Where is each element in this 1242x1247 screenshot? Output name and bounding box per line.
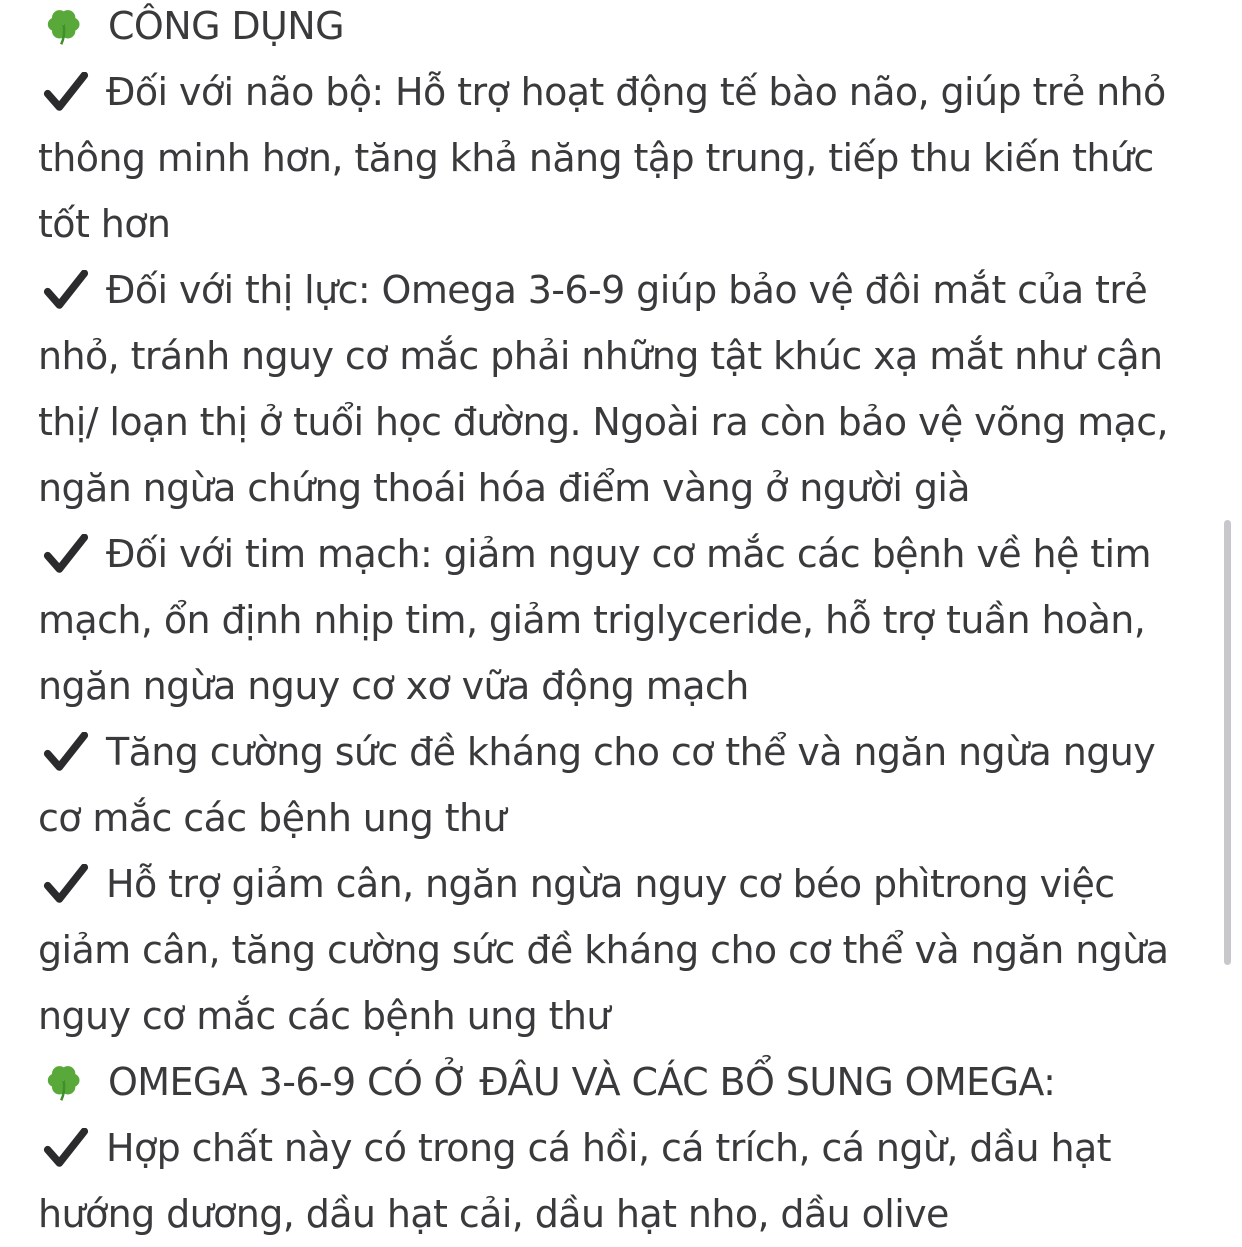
list-item-text: cơ mắc các bệnh ung thư	[38, 796, 507, 840]
four-leaf-clover-icon	[38, 1062, 96, 1102]
list-item-text: Đối với thị lực: Omega 3-6-9 giúp bảo vệ đôi mắt của trẻ	[106, 268, 1148, 312]
list-item-line	[38, 785, 506, 851]
list-item-text: nhỏ, tránh nguy cơ mắc phải những tật khúc xạ mắt như cận	[38, 334, 1163, 378]
check-mark-icon	[38, 1128, 94, 1168]
four-leaf-clover-icon	[38, 6, 96, 46]
list-item-line	[38, 851, 1115, 917]
list-item-text: tốt hơn	[38, 202, 171, 246]
section-heading-cong-dung	[38, 0, 344, 59]
list-item-line	[38, 191, 170, 257]
list-item-line	[38, 653, 749, 719]
list-item-line	[38, 719, 1155, 785]
list-item-text: Đối với tim mạch: giảm nguy cơ mắc các bệnh về hệ tim	[106, 532, 1151, 576]
list-item-line	[38, 1181, 949, 1247]
list-item-text: mạch, ổn định nhịp tim, giảm triglyceride, hỗ trợ tuần hoàn,	[38, 598, 1146, 642]
list-item-line	[38, 587, 1145, 653]
list-item-text: hướng dương, dầu hạt cải, dầu hạt nho, dầu olive	[38, 1192, 949, 1236]
section-heading-omega-sources	[38, 1049, 1055, 1115]
vertical-scrollbar[interactable]	[1224, 520, 1231, 965]
list-item-text: giảm cân, tăng cường sức đề kháng cho cơ thể và ngăn ngừa	[38, 928, 1169, 972]
list-item-line	[38, 1115, 1111, 1181]
list-item-line	[38, 983, 610, 1049]
list-item-line	[38, 455, 970, 521]
section-heading-text: CÔNG DỤNG	[108, 4, 344, 48]
list-item-text: thị/ loạn thị ở tuổi học đường. Ngoài ra còn bảo vệ võng mạc,	[38, 400, 1169, 444]
check-mark-icon	[38, 270, 94, 310]
list-item-line	[38, 59, 1166, 125]
list-item-text: nguy cơ mắc các bệnh ung thư	[38, 994, 610, 1038]
list-item-text: thông minh hơn, tăng khả năng tập trung, tiếp thu kiến thức	[38, 136, 1154, 180]
list-item-line	[38, 521, 1151, 587]
list-item-line	[38, 323, 1163, 389]
section-heading-text: OMEGA 3-6-9 CÓ Ở ĐÂU VÀ CÁC BỔ SUNG OMEGA:	[108, 1060, 1056, 1104]
list-item-line	[38, 125, 1154, 191]
check-mark-icon	[38, 534, 94, 574]
list-item-line	[38, 257, 1147, 323]
list-item-text: Tăng cường sức đề kháng cho cơ thể và ngăn ngừa nguy	[106, 730, 1156, 774]
list-item-text: ngăn ngừa chứng thoái hóa điểm vàng ở người già	[38, 466, 970, 510]
check-mark-icon	[38, 732, 94, 772]
list-item-text: Đối với não bộ: Hỗ trợ hoạt động tế bào não, giúp trẻ nhỏ	[106, 70, 1166, 114]
list-item-line	[38, 917, 1168, 983]
list-item-line	[38, 389, 1168, 455]
check-mark-icon	[38, 864, 94, 904]
check-mark-icon	[38, 72, 94, 112]
list-item-text: Hợp chất này có trong cá hồi, cá trích, cá ngừ, dầu hạt	[106, 1126, 1111, 1170]
list-item-text: Hỗ trợ giảm cân, ngăn ngừa nguy cơ béo phìtrong việc	[106, 862, 1115, 906]
list-item-text: ngăn ngừa nguy cơ xơ vữa động mạch	[38, 664, 749, 708]
